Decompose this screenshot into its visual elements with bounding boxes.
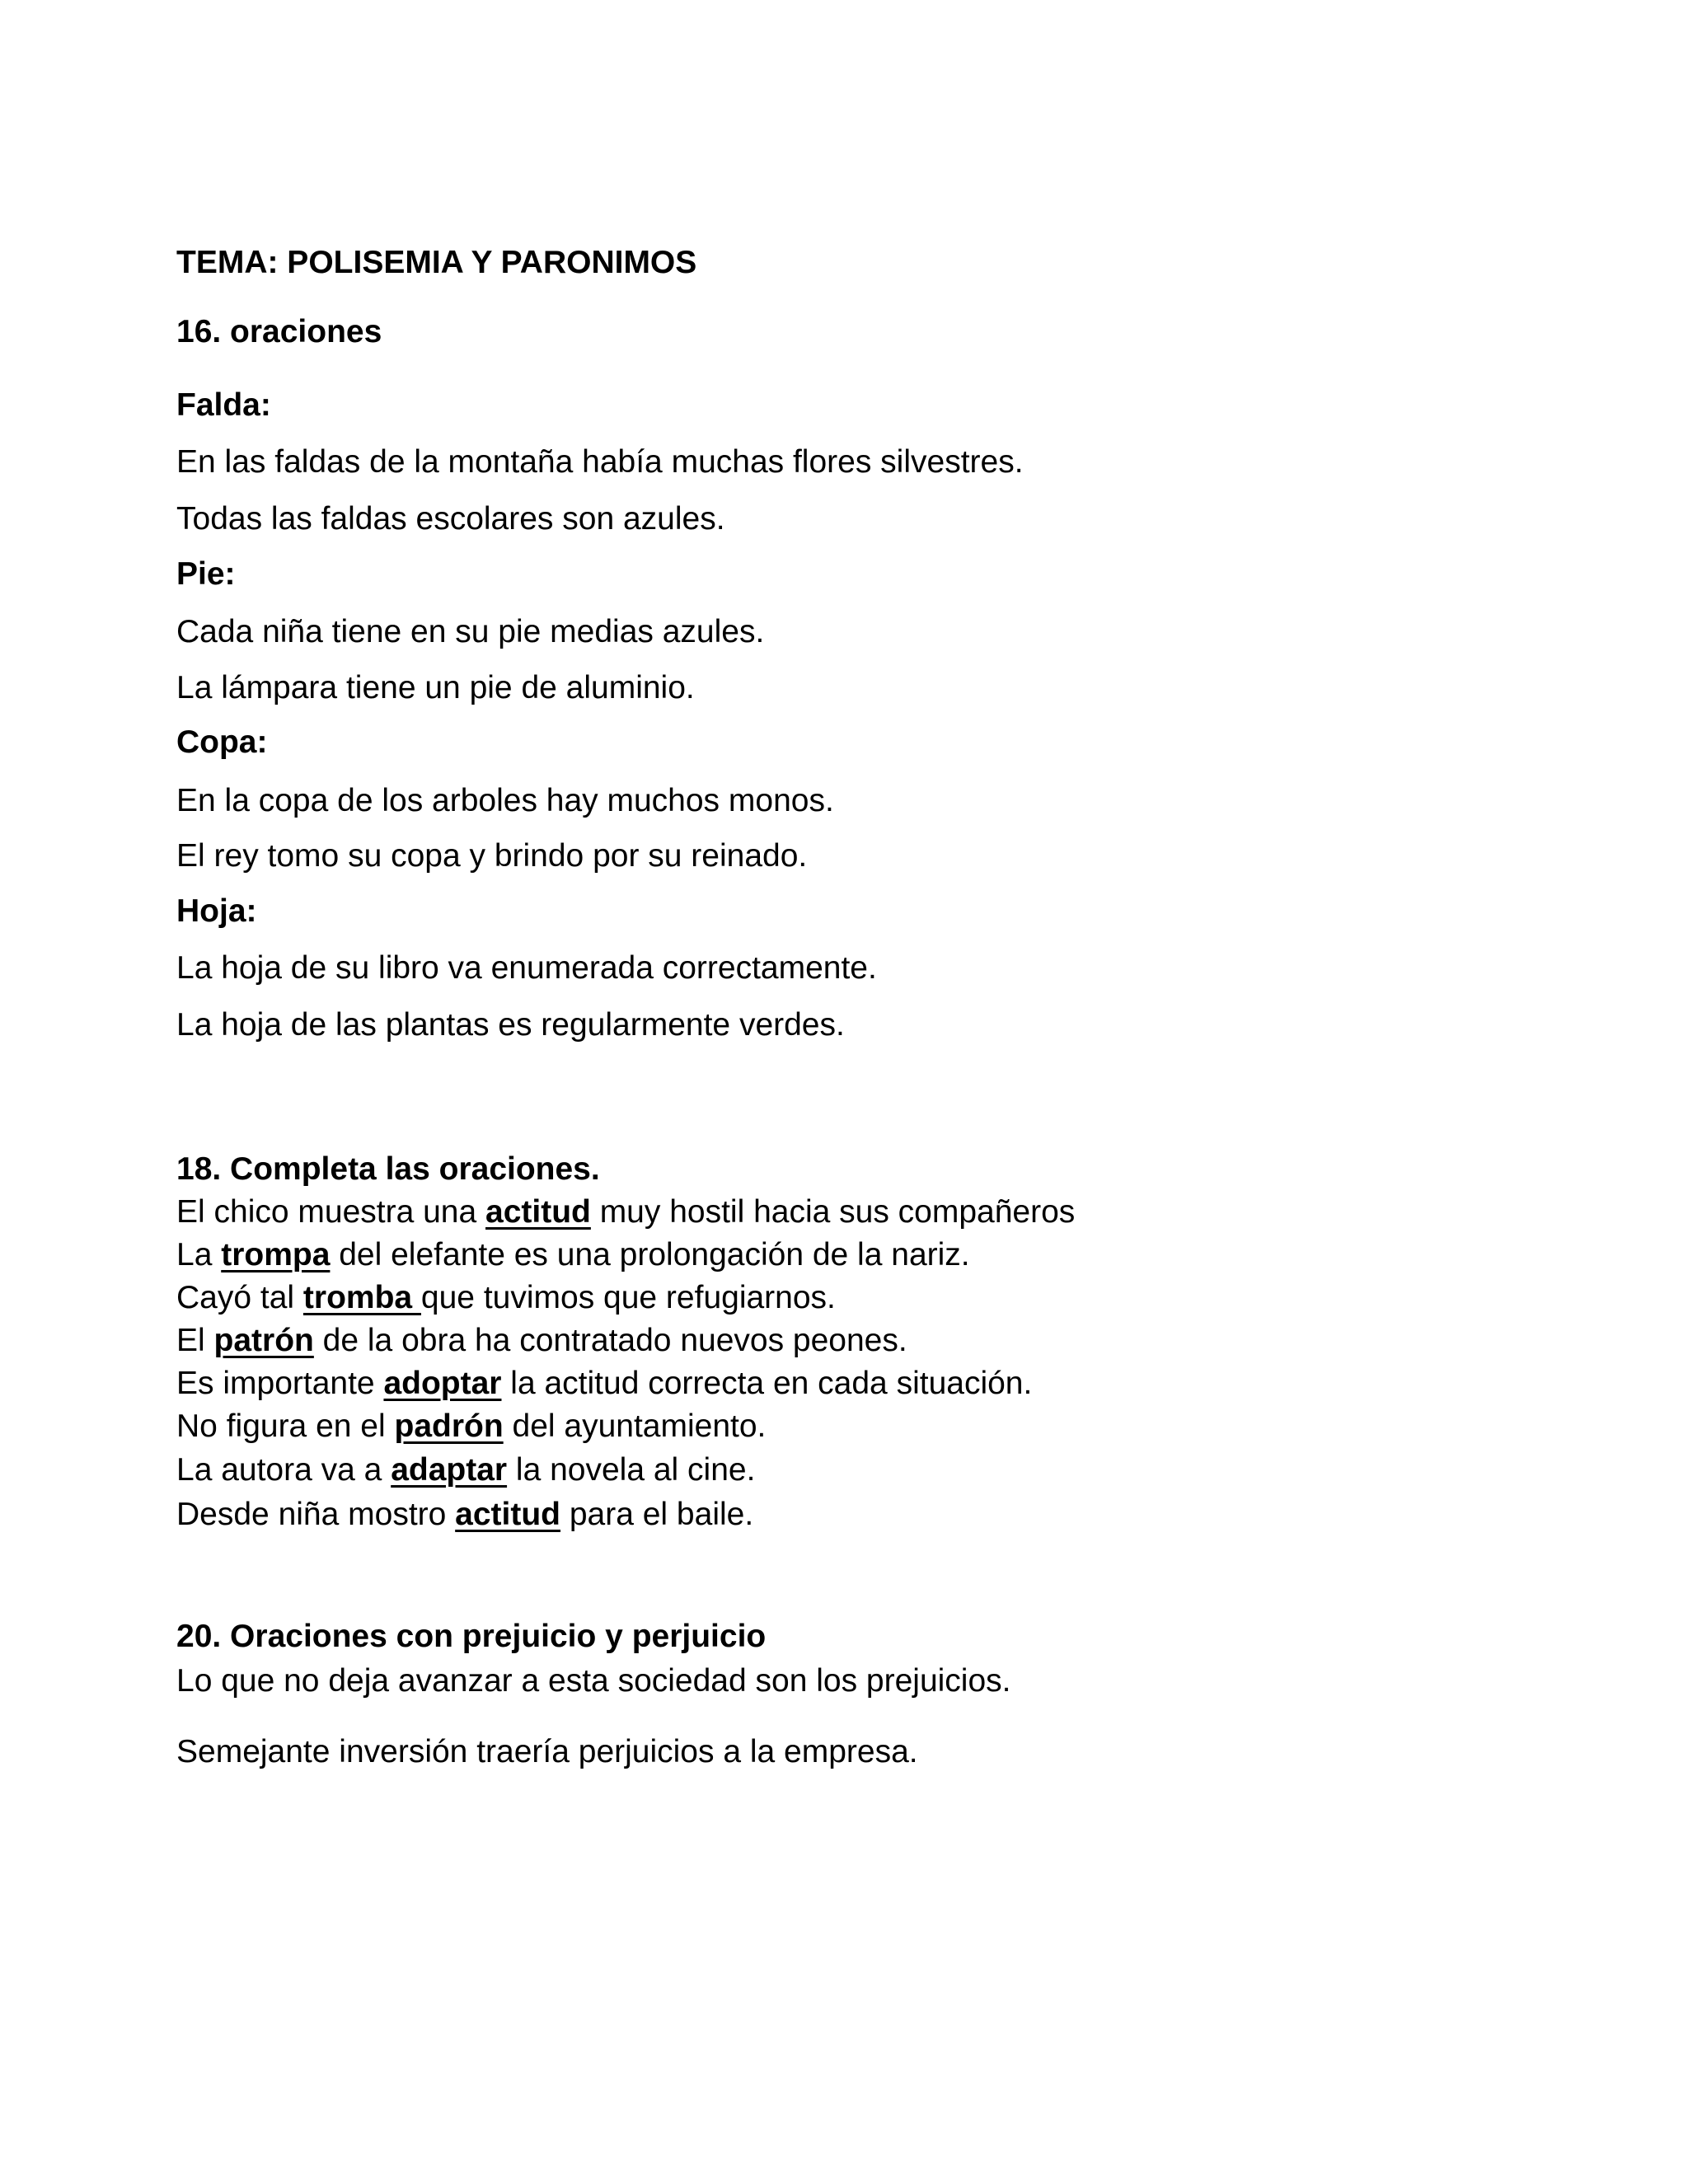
fill-sentence (176, 1322, 907, 1360)
sentence-text: la actitud correcta en cada situación. (501, 1366, 1033, 1401)
section-20-heading: 20. Oraciones con prejuicio y perjuicio (176, 1619, 767, 1654)
sentence: La hoja de su libro va enumerada correctamente. (176, 950, 877, 986)
sentence-text: muy hostil hacia sus compañeros (590, 1194, 1076, 1230)
word-hoja: Hoja: (176, 893, 257, 929)
sentence-text: No figura en el (176, 1408, 395, 1444)
sentence: En las faldas de la montaña había muchas flores silvestres. (176, 444, 1024, 480)
section-18-heading: 18. Completa las oraciones. (176, 1151, 600, 1187)
fill-sentence (176, 1279, 836, 1317)
fill-sentence (176, 1451, 755, 1489)
answer-word: patrón (213, 1323, 314, 1358)
answer-word: adaptar (391, 1452, 508, 1488)
sentence: La hoja de las plantas es regularmente verdes. (176, 1007, 845, 1043)
sentence: Lo que no deja avanzar a esta sociedad son los prejuicios. (176, 1663, 1011, 1699)
word-pie: Pie: (176, 556, 236, 592)
sentence-text: La (176, 1237, 222, 1272)
fill-sentence (176, 1236, 970, 1274)
answer-word: actitud (485, 1194, 591, 1230)
page-title: TEMA: POLISEMIA Y PARONIMOS (176, 245, 697, 280)
answer-word: padrón (394, 1408, 504, 1444)
sentence-text: Es importante (176, 1366, 384, 1401)
sentence: Semejante inversión traería perjuicios a la empresa. (176, 1734, 918, 1769)
sentence-text: la novela al cine. (507, 1452, 756, 1488)
sentence-text: El (176, 1323, 214, 1358)
fill-sentence (176, 1408, 766, 1446)
sentence: Cada niña tiene en su pie medias azules. (176, 614, 765, 649)
fill-sentence (176, 1365, 1032, 1403)
fill-sentence (176, 1496, 753, 1534)
answer-word: trompa (221, 1237, 331, 1272)
sentence: El rey tomo su copa y brindo por su reinado. (176, 838, 808, 874)
sentence: La lámpara tiene un pie de aluminio. (176, 670, 695, 705)
answer-word: actitud (455, 1497, 561, 1532)
sentence-text: que tuvimos que refugiarnos. (420, 1280, 836, 1315)
sentence-text: del ayuntamiento. (503, 1408, 767, 1444)
answer-word: adoptar (383, 1366, 502, 1401)
sentence-text: del elefante es una prolongación de la nariz. (330, 1237, 970, 1272)
sentence-text: para el baile. (560, 1497, 754, 1532)
sentence-text: de la obra ha contratado nuevos peones. (313, 1323, 907, 1358)
sentence-text: La autora va a (176, 1452, 392, 1488)
sentence-text: Desde niña mostro (176, 1497, 456, 1532)
word-copa: Copa: (176, 724, 268, 760)
word-falda: Falda: (176, 387, 271, 423)
sentence: Todas las faldas escolares son azules. (176, 501, 725, 537)
fill-sentence (176, 1193, 1075, 1231)
sentence: En la copa de los arboles hay muchos monos. (176, 783, 834, 818)
sentence-text: Cayó tal (176, 1280, 303, 1315)
answer-word: tromba (302, 1280, 421, 1315)
sentence-text: El chico muestra una (176, 1194, 486, 1230)
section-16-heading: 16. oraciones (176, 314, 382, 349)
